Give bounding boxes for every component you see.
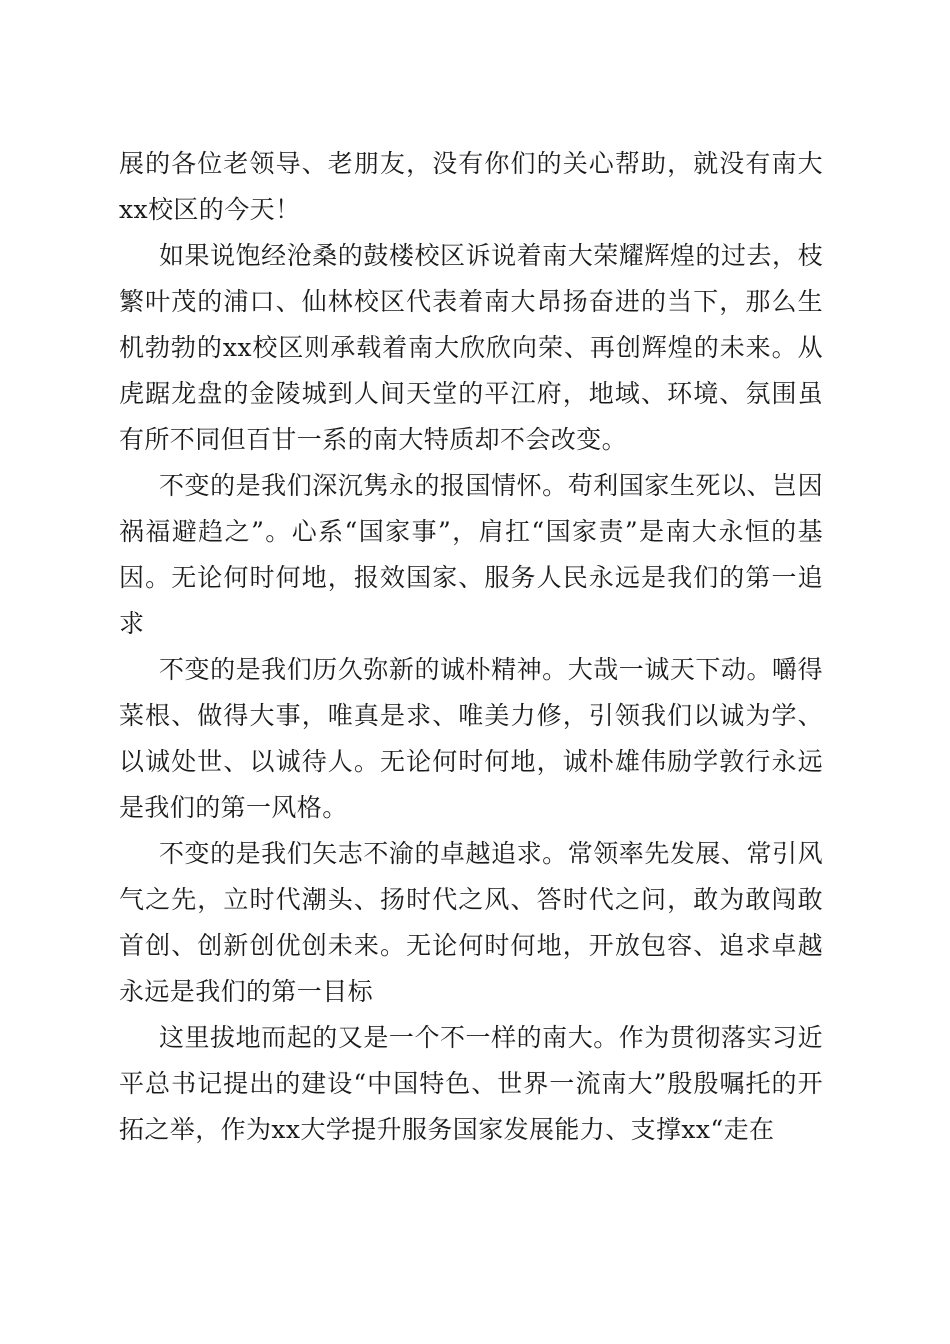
document-body [119,141,823,1153]
paragraph-1: 展的各位老领导、老朋友，没有你们的关心帮助，就没有南大xx校区的今天！ [119,149,823,224]
paragraph-5: 不变的是我们矢志不渝的卓越追求。常领率先发展、常引风气之先，立时代潮头、扬时代之风、答时代之问，敢为敢闯敢首创、创新创优创未来。无论何时何地，开放包容、追求卓越永远是我们的第一目标 [119,839,823,1006]
paragraph-6: 这里拔地而起的又是一个不一样的南大。作为贯彻落实习近平总书记提出的建设“中国特色、世界一流南大”殷殷嘱托的开拓之举，作为xx大学提升服务国家发展能力、支撑xx“走在 [119,1023,823,1144]
paragraph-4: 不变的是我们历久弥新的诚朴精神。大哉一诚天下动。嚼得菜根、做得大事，唯真是求、唯美力修，引领我们以诚为学、以诚处世、以诚待人。无论何时何地，诚朴雄伟励学敦行永远是我们的第一风格。 [119,655,823,822]
paragraph-3: 不变的是我们深沉隽永的报国情怀。苟利国家生死以、岂因祸福避趋之”。心系“国家事”，肩扛“国家责”是南大永恒的基因。无论何时何地，报效国家、服务人民永远是我们的第一追求 [119,471,823,638]
paragraph-2: 如果说饱经沧桑的鼓楼校区诉说着南大荣耀辉煌的过去，枝繁叶茂的浦口、仙林校区代表着南大昂扬奋进的当下，那么生机勃勃的xx校区则承载着南大欣欣向荣、再创辉煌的未来。从虎踞龙盘的金陵城到人间天堂的平江府，地域、环境、氛围虽有所不同但百甘一系的南大特质却不会改变。 [119,241,823,454]
